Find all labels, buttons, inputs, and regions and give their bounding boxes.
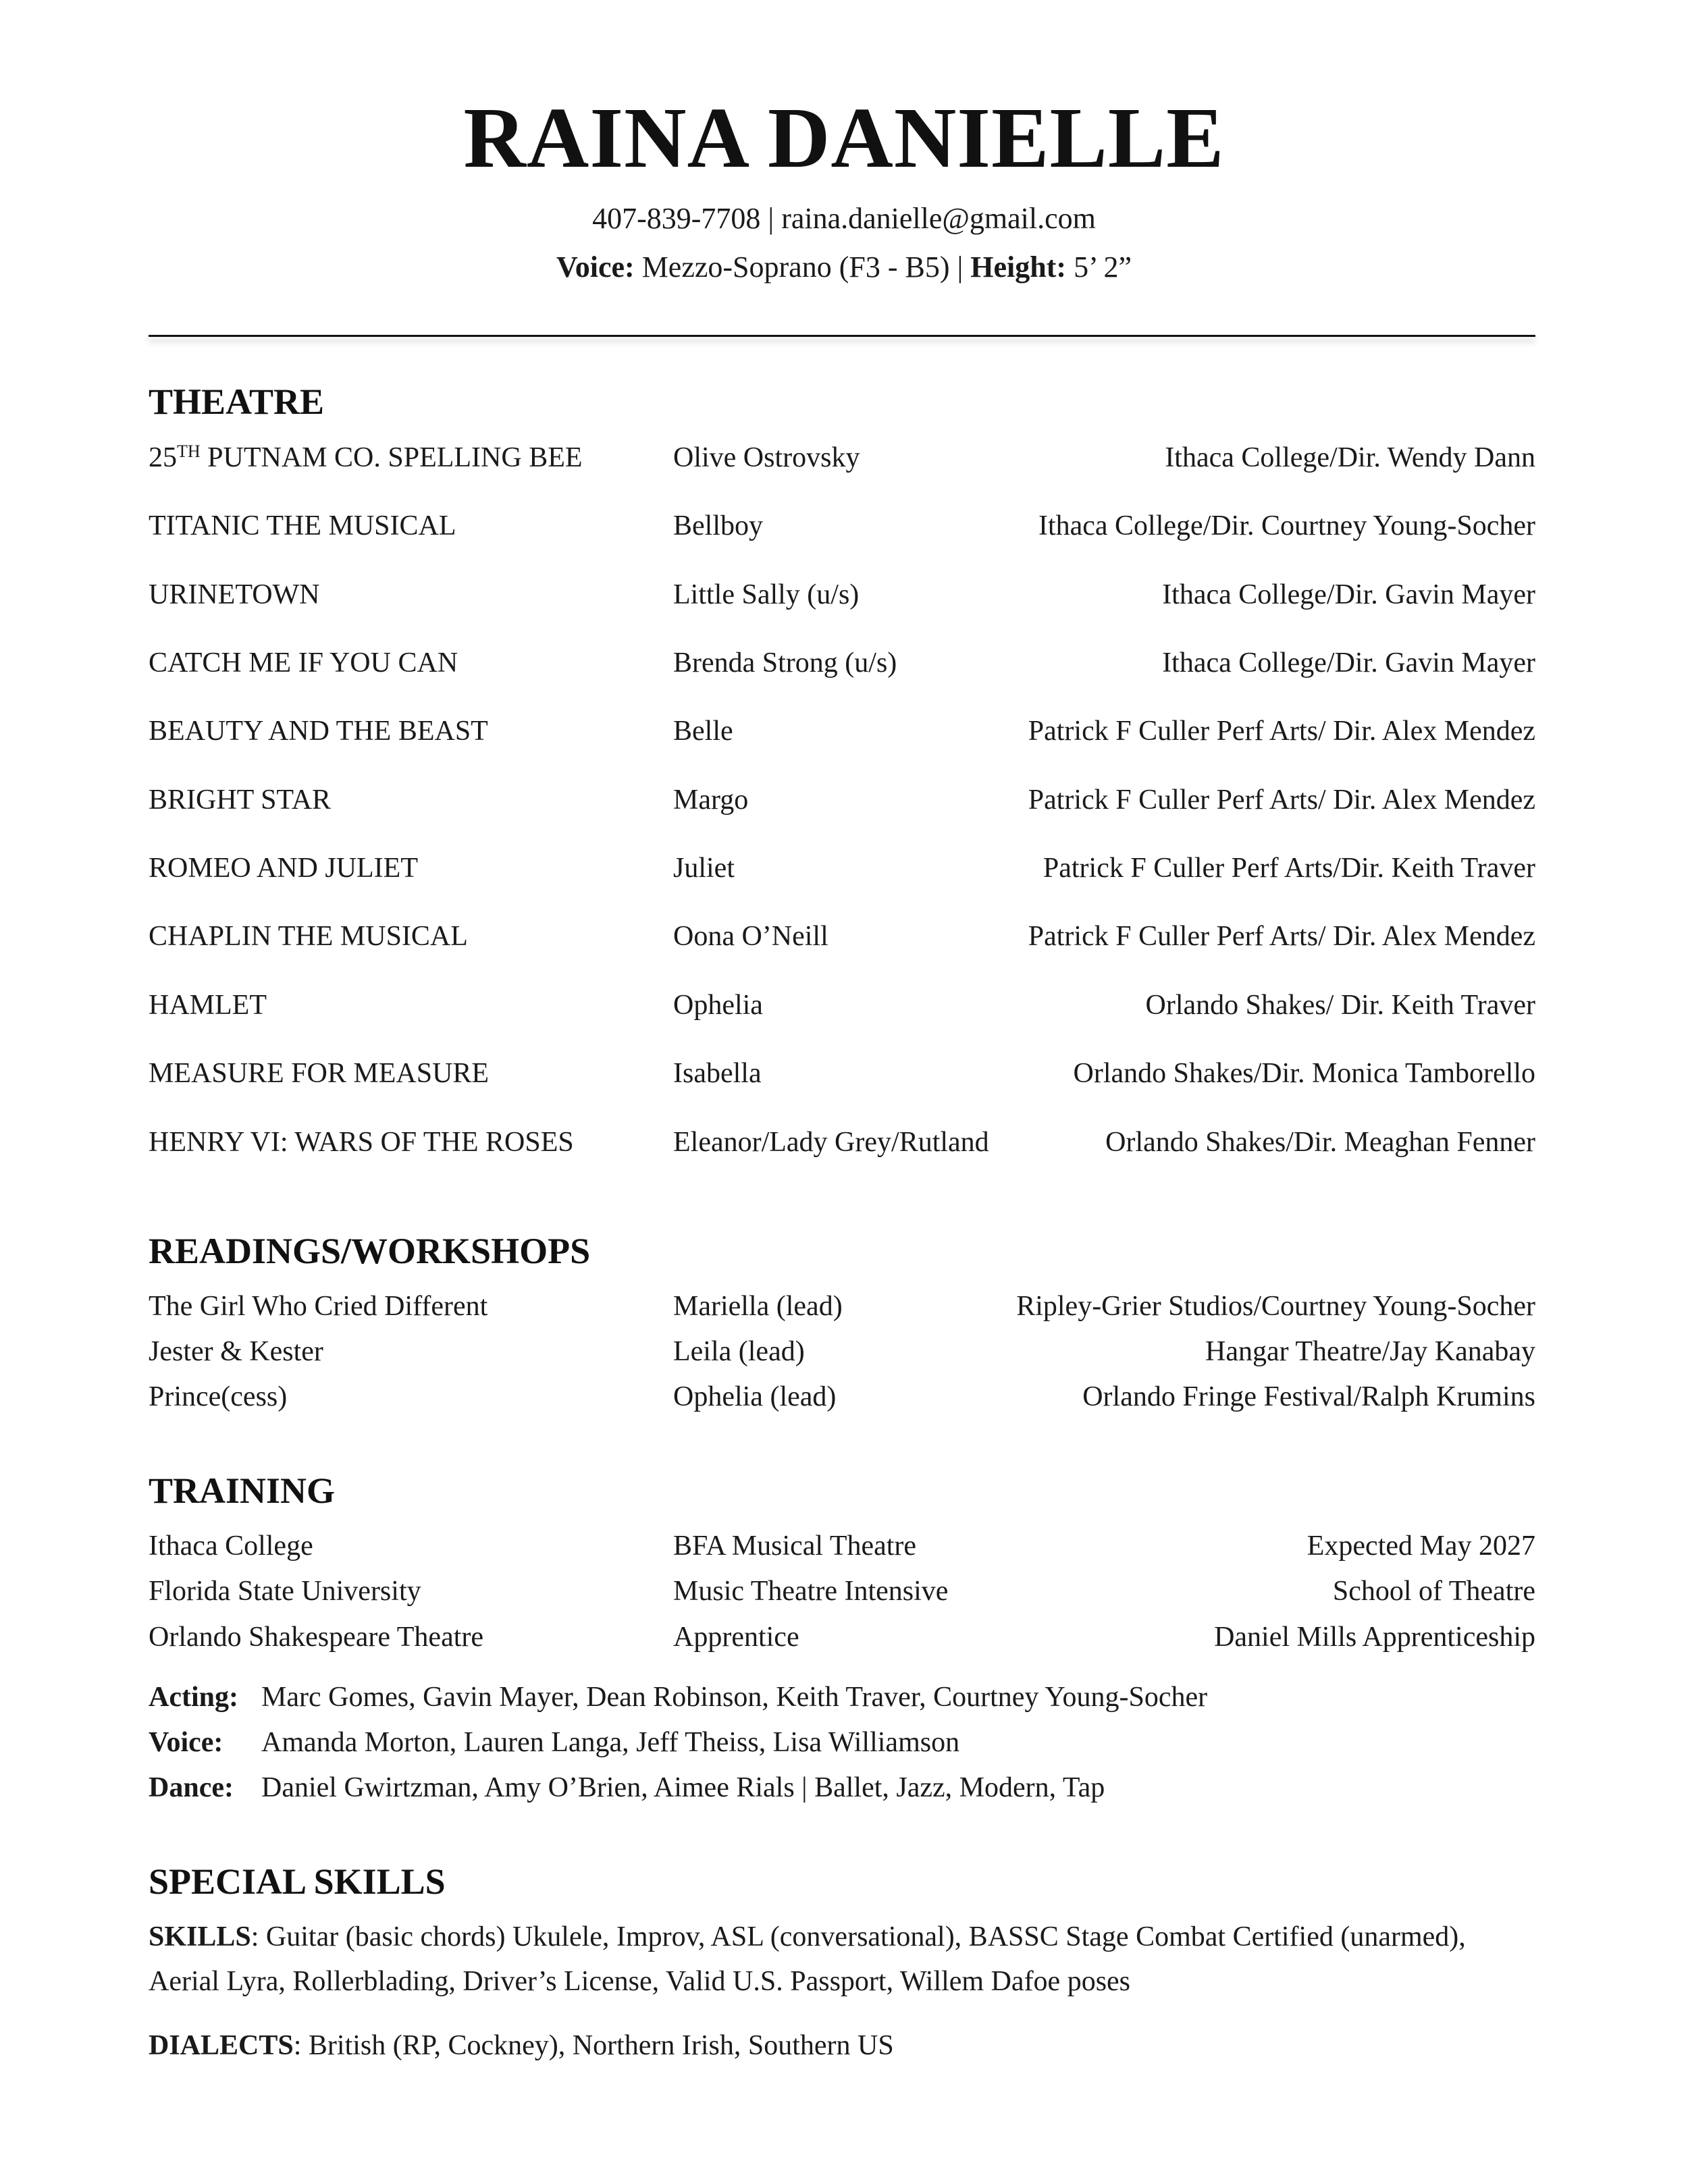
- venue: Patrick F Culler Perf Arts/ Dir. Alex Mendez: [1028, 716, 1535, 747]
- training-detail: Expected May 2027: [1307, 1530, 1535, 1562]
- role: Mariella (lead): [673, 1291, 843, 1322]
- program: Music Theatre Intensive: [673, 1576, 949, 1607]
- show-title: TITANIC THE MUSICAL: [149, 510, 456, 541]
- venue: Hangar Theatre/Jay Kanabay: [1205, 1336, 1535, 1367]
- role: Isabella: [673, 1058, 762, 1089]
- theatre-row: [149, 985, 1535, 1026]
- show-title: URINETOWN: [149, 579, 320, 610]
- teachers-voice: [149, 1722, 1535, 1763]
- role: Belle: [673, 716, 733, 747]
- role: Ophelia (lead): [673, 1381, 837, 1412]
- teachers-label: Acting:: [149, 1682, 238, 1713]
- role: Oona O’Neill: [673, 921, 828, 952]
- role: Ophelia: [673, 990, 763, 1021]
- show-title: CATCH ME IF YOU CAN: [149, 647, 458, 678]
- venue: Ripley-Grier Studios/Courtney Young-Socher: [1016, 1291, 1535, 1322]
- show-ordinal: TH: [177, 442, 201, 461]
- reading-row: [149, 1286, 1535, 1327]
- school: Orlando Shakespeare Theatre: [149, 1622, 484, 1653]
- theatre-row: [149, 780, 1535, 820]
- role: Little Sally (u/s): [673, 579, 860, 610]
- school: Florida State University: [149, 1576, 421, 1607]
- teachers-list: Marc Gomes, Gavin Mayer, Dean Robinson, Keith Traver, Courtney Young-Socher: [261, 1682, 1208, 1713]
- section-title-special-skills: SPECIAL SKILLS: [149, 1861, 446, 1902]
- teachers-acting: [149, 1677, 1535, 1717]
- show-title: CHAPLIN THE MUSICAL: [149, 921, 468, 952]
- dialects-text: : British (RP, Cockney), Northern Irish, Southern US: [293, 2030, 894, 2061]
- section-title-readings: READINGS/WORKSHOPS: [149, 1231, 591, 1271]
- voice-label: Voice:: [556, 250, 635, 284]
- theatre-row: [149, 711, 1535, 751]
- skills-text: : Guitar (basic chords) Ukulele, Improv, ASL (conversational), BASSC Stage Combat Certified (unarmed), Aerial Lyra, Rollerblading, Driver’s License, Valid U.S. Passport, Willem Dafoe poses: [149, 1921, 1466, 1997]
- venue: Patrick F Culler Perf Arts/ Dir. Alex Mendez: [1028, 784, 1535, 816]
- teachers-label: Voice:: [149, 1727, 223, 1758]
- training-row: [149, 1526, 1535, 1566]
- section-title-theatre: THEATRE: [149, 381, 325, 422]
- role: Leila (lead): [673, 1336, 805, 1367]
- theatre-row: [149, 643, 1535, 683]
- theatre-row: [149, 437, 1535, 478]
- training-detail: Daniel Mills Apprenticeship: [1214, 1622, 1535, 1653]
- teachers-list: Daniel Gwirtzman, Amy O’Brien, Aimee Rials | Ballet, Jazz, Modern, Tap: [261, 1772, 1105, 1803]
- skills-label: SKILLS: [149, 1921, 251, 1952]
- training-row: [149, 1571, 1535, 1612]
- teachers-list: Amanda Morton, Lauren Langa, Jeff Theiss, Lisa Williamson: [261, 1727, 960, 1758]
- show-title: HENRY VI: WARS OF THE ROSES: [149, 1127, 574, 1158]
- show-title: HAMLET: [149, 990, 267, 1021]
- venue: Ithaca College/Dir. Courtney Young-Socher: [1038, 510, 1535, 541]
- resume-header: [0, 90, 1688, 286]
- venue: Orlando Shakes/Dir. Meaghan Fenner: [1105, 1127, 1535, 1158]
- dialects-paragraph: [149, 2023, 1539, 2068]
- venue: Ithaca College/Dir. Gavin Mayer: [1162, 647, 1535, 678]
- role: Juliet: [673, 853, 735, 884]
- venue: Orlando Shakes/Dir. Monica Tamborello: [1073, 1058, 1535, 1089]
- show-name: PUTNAM CO. SPELLING BEE: [200, 442, 583, 473]
- training-detail: School of Theatre: [1332, 1576, 1535, 1607]
- reading-row: [149, 1377, 1535, 1417]
- height-value: 5’ 2”: [1066, 250, 1132, 284]
- program: BFA Musical Theatre: [673, 1530, 917, 1562]
- venue: Ithaca College/Dir. Wendy Dann: [1165, 442, 1535, 473]
- show-title: Prince(cess): [149, 1381, 288, 1412]
- theatre-row: [149, 575, 1535, 615]
- venue: Ithaca College/Dir. Gavin Mayer: [1162, 579, 1535, 610]
- section-title-training: TRAINING: [149, 1470, 336, 1511]
- venue: Patrick F Culler Perf Arts/ Dir. Alex Mendez: [1028, 921, 1535, 952]
- show-number: 25: [149, 442, 177, 473]
- contact-info: 407-839-7708 | raina.danielle@gmail.com: [592, 202, 1096, 235]
- teachers-label: Dance:: [149, 1772, 234, 1803]
- show-title: MEASURE FOR MEASURE: [149, 1058, 490, 1089]
- theatre-row: [149, 848, 1535, 888]
- role: Olive Ostrovsky: [673, 442, 860, 473]
- program: Apprentice: [673, 1622, 799, 1653]
- role: Margo: [673, 784, 749, 816]
- show-title: BEAUTY AND THE BEAST: [149, 716, 488, 747]
- height-label: Height:: [970, 250, 1067, 284]
- venue: Orlando Shakes/ Dir. Keith Traver: [1145, 990, 1535, 1021]
- header-divider: [149, 335, 1535, 337]
- reading-row: [149, 1331, 1535, 1372]
- show-title: Jester & Kester: [149, 1336, 323, 1367]
- role: Bellboy: [673, 510, 763, 541]
- performer-name: RAINA DANIELLE: [463, 90, 1225, 186]
- skills-paragraph: [149, 1915, 1539, 2004]
- show-title: ROMEO AND JULIET: [149, 853, 418, 884]
- venue: Patrick F Culler Perf Arts/Dir. Keith Traver: [1043, 853, 1535, 884]
- show-title: BRIGHT STAR: [149, 784, 332, 816]
- theatre-row: [149, 1122, 1535, 1163]
- show-title: [149, 437, 583, 478]
- venue: Orlando Fringe Festival/Ralph Krumins: [1082, 1381, 1535, 1412]
- training-row: [149, 1617, 1535, 1657]
- voice-value: Mezzo-Soprano (F3 - B5) |: [634, 250, 971, 284]
- role: Brenda Strong (u/s): [673, 647, 897, 678]
- theatre-row: [149, 506, 1535, 546]
- role: Eleanor/Lady Grey/Rutland: [673, 1127, 989, 1158]
- teachers-dance: [149, 1767, 1535, 1808]
- show-title: The Girl Who Cried Different: [149, 1291, 488, 1322]
- school: Ithaca College: [149, 1530, 313, 1562]
- theatre-row: [149, 1053, 1535, 1094]
- voice-height-line: [0, 250, 1688, 286]
- theatre-row: [149, 916, 1535, 957]
- dialects-label: DIALECTS: [149, 2030, 294, 2061]
